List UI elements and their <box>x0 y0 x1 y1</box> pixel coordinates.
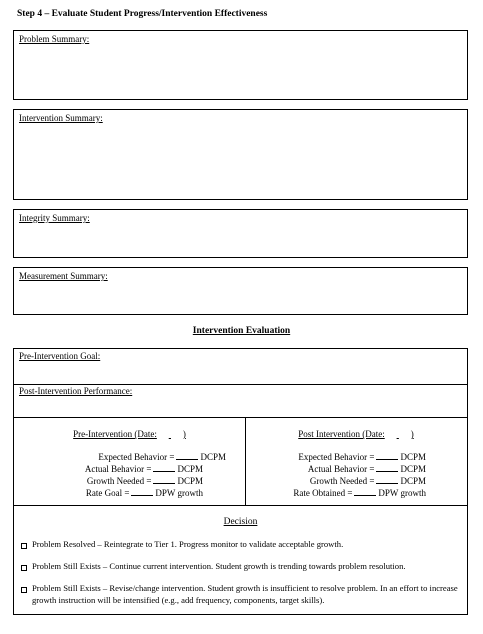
unit-label: DCPM <box>200 452 226 462</box>
decision-option-1: Problem Resolved – Reintegrate to Tier 1. Progress monitor to validate acceptable growth. <box>32 539 344 549</box>
pre-intervention-date-label: Pre-Intervention (Date: <box>73 429 157 439</box>
value-blank[interactable] <box>131 487 153 496</box>
pre-expected-row <box>54 451 234 463</box>
rate-obtained-label: Rate Obtained = <box>293 488 353 498</box>
growth-needed-label: Growth Needed = <box>86 476 152 486</box>
value-blank[interactable] <box>354 487 376 496</box>
post-growth-row <box>254 475 434 487</box>
integrity-summary-label: Integrity Summary: <box>19 213 90 223</box>
growth-needed-label: Growth Needed = <box>309 476 375 486</box>
post-intervention-formulas <box>254 451 434 499</box>
rate-unit-label: DPW growth <box>378 488 426 498</box>
post-actual-row <box>254 463 434 475</box>
unit-label: DCPM <box>400 452 426 462</box>
decision-checkbox-2[interactable] <box>21 565 27 571</box>
evaluation-table <box>13 348 468 615</box>
pre-intervention-formulas <box>54 451 234 499</box>
intervention-evaluation-heading: Intervention Evaluation <box>192 326 291 336</box>
date-blank[interactable] <box>157 429 183 439</box>
actual-behavior-label: Actual Behavior = <box>307 464 375 474</box>
pre-actual-row <box>54 463 234 475</box>
decision-heading: Decision <box>223 517 258 527</box>
value-blank[interactable] <box>176 451 198 460</box>
value-blank[interactable] <box>376 475 398 484</box>
decision-option-2: Problem Still Exists – Continue current intervention. Student growth is trending towards problem resolution. <box>32 561 406 571</box>
problem-summary-label: Problem Summary: <box>19 34 90 44</box>
close-paren: ) <box>410 429 414 439</box>
pre-intervention-heading <box>14 429 245 439</box>
measurement-summary-label: Measurement Summary: <box>19 271 108 281</box>
decision-checkbox-1[interactable] <box>21 543 27 549</box>
value-blank[interactable] <box>376 451 398 460</box>
unit-label: DCPM <box>400 476 426 486</box>
post-rate-row <box>254 487 434 499</box>
integrity-summary-box[interactable] <box>13 209 468 258</box>
measurement-summary-box[interactable] <box>13 267 468 315</box>
expected-behavior-label: Expected Behavior = <box>298 452 375 462</box>
post-expected-row <box>254 451 434 463</box>
decision-option-3: Problem Still Exists – Revise/change intervention. Student growth is insufficient to resolve problem. In an effort to increase growth instruction will be intensified (e.g., add frequency, components, target skills). <box>32 583 458 605</box>
decision-checkbox-3[interactable] <box>21 587 27 593</box>
post-intervention-heading <box>245 429 467 439</box>
value-blank[interactable] <box>376 463 398 472</box>
problem-summary-box[interactable] <box>13 30 468 100</box>
row-divider <box>14 417 467 418</box>
expected-behavior-label: Expected Behavior = <box>98 452 175 462</box>
unit-label: DCPM <box>177 476 203 486</box>
intervention-summary-label: Intervention Summary: <box>19 113 103 123</box>
pre-intervention-goal-label: Pre-Intervention Goal: <box>19 351 101 361</box>
value-blank[interactable] <box>153 463 175 472</box>
pre-rate-row <box>54 487 234 499</box>
unit-label: DCPM <box>400 464 426 474</box>
row-divider <box>14 505 467 506</box>
post-intervention-performance-label: Post-Intervention Performance: <box>19 386 133 396</box>
row-divider <box>14 384 467 385</box>
value-blank[interactable] <box>153 475 175 484</box>
unit-label: DCPM <box>177 464 203 474</box>
rate-goal-label: Rate Goal = <box>85 488 130 498</box>
close-paren: ) <box>182 429 186 439</box>
date-blank[interactable] <box>385 429 411 439</box>
actual-behavior-label: Actual Behavior = <box>84 464 152 474</box>
rate-unit-label: DPW growth <box>155 488 203 498</box>
intervention-summary-box[interactable] <box>13 109 468 200</box>
post-intervention-date-label: Post Intervention (Date: <box>298 429 385 439</box>
pre-growth-row <box>54 475 234 487</box>
page-title: Step 4 – Evaluate Student Progress/Intervention Effectiveness <box>17 9 268 19</box>
